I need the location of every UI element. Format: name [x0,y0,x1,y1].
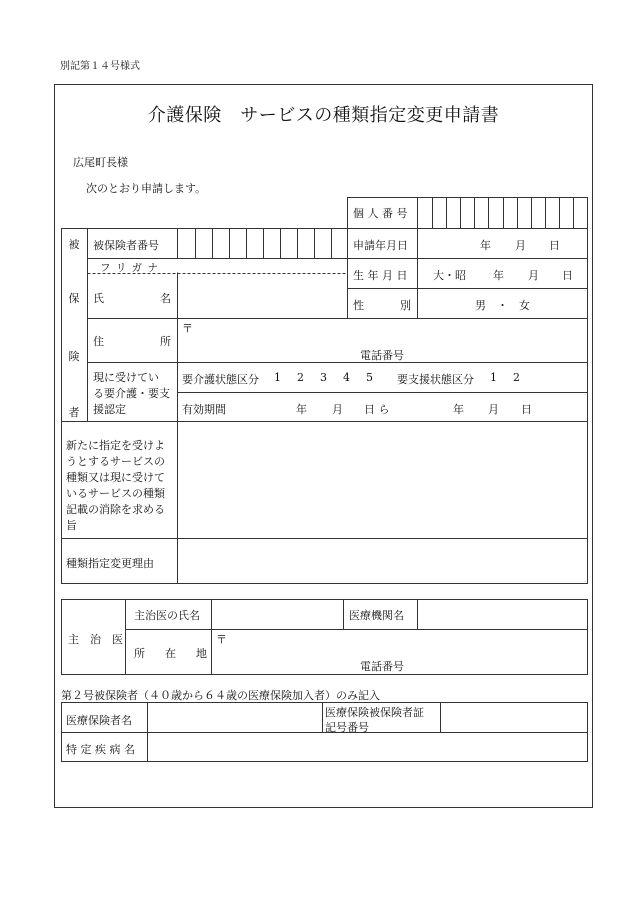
address-phone-label: 電話番号 [360,349,404,362]
service-request-label-2: うとするサービスの [66,455,165,468]
insured-number-label: 被保険者番号 [93,239,159,252]
physician-location-label-1: 所 [134,647,145,660]
physician-postal-mark: 〒 [216,633,227,646]
address-label-2: 所 [160,335,171,348]
validity-to-year: 年 [453,403,464,416]
gender-options: 男 ・ 女 [475,299,530,312]
insured-cert-label-1: 医療保険被保険者証 [325,706,424,719]
birth-date-day: 日 [562,269,573,282]
service-request-label-5: 記載の消除を求める [66,503,165,516]
certification-label-1: 現に受けてい [93,371,159,384]
care-level-2[interactable]: 2 [297,371,304,384]
intro-text: 次のとおり申請します。 [86,182,207,195]
addressee: 広尾町長様 [73,156,128,169]
service-request-label-6: 旨 [66,519,77,532]
validity-to-month: 月 [488,403,499,416]
specific-disease-label: 特 定 疾 病 名 [66,743,135,756]
change-reason-label: 種類指定変更理由 [66,557,154,570]
care-level-label: 要介護状態区分 [182,373,259,386]
validity-from-day: 日 ら [364,403,390,416]
validity-to-day: 日 [521,403,532,416]
support-level-1[interactable]: 1 [490,371,497,384]
physician-location-label-3: 地 [196,647,207,660]
applicant-section-char-3: 険 [68,350,80,363]
medical-insurer-label: 医療保険者名 [66,714,132,727]
physician-location-label-2: 在 [165,647,176,660]
applicant-section-char-1: 被 [68,238,80,251]
individual-number-label: 個 人 番 号 [353,207,408,220]
physician-section-label: 主 治 医 [68,633,123,646]
application-date-day: 日 [549,239,560,252]
form-number: 別記第１４号様式 [60,61,140,72]
physician-name-label: 主治医の氏名 [134,609,200,622]
application-date-label: 申請年月日 [353,239,408,252]
document-title: 介護保険 サービスの種類指定変更申請書 [147,105,500,126]
support-level-label: 要支援状態区分 [397,373,474,386]
name-label-1: 氏 [93,292,104,305]
care-level-5[interactable]: 5 [366,371,373,384]
physician-phone-label: 電話番号 [360,660,404,673]
service-request-label-1: 新たに指定を受けよ [66,439,165,452]
application-date-month: 月 [515,239,526,252]
gender-label-1: 性 [353,299,364,312]
support-level-2[interactable]: 2 [513,371,520,384]
care-level-4[interactable]: 4 [343,371,350,384]
medical-institution-label: 医療機関名 [349,609,404,622]
certification-label-2: る要介護・要支 [93,387,170,400]
address-label-1: 住 [93,335,104,348]
service-request-label-4: いるサービスの種類 [66,487,165,500]
service-request-label-3: 種類又は現に受けて [66,471,165,484]
care-level-1[interactable]: 1 [274,371,281,384]
birth-date-month: 月 [528,269,539,282]
validity-from-year: 年 [296,403,307,416]
birth-era: 大・昭 [433,269,466,282]
gender-label-2: 別 [400,299,411,312]
certification-label-3: 援認定 [93,403,126,416]
type2-note: 第２号被保険者（４０歳から６４歳の医療保険加入者）のみ記入 [61,689,380,702]
birth-date-label: 生 年 月 日 [353,269,408,282]
applicant-section-char-4: 者 [68,406,80,419]
care-level-3[interactable]: 3 [320,371,327,384]
validity-from-month: 月 [332,403,343,416]
name-label-2: 名 [160,292,171,305]
applicant-section-char-2: 保 [68,292,80,305]
insured-cert-label-2: 記号番号 [325,721,369,734]
address-postal-mark: 〒 [182,322,193,335]
birth-date-year: 年 [493,269,504,282]
application-date-year: 年 [480,239,491,252]
furigana-label: フ リ ガ ナ [100,262,160,274]
validity-label: 有効期間 [182,403,226,416]
